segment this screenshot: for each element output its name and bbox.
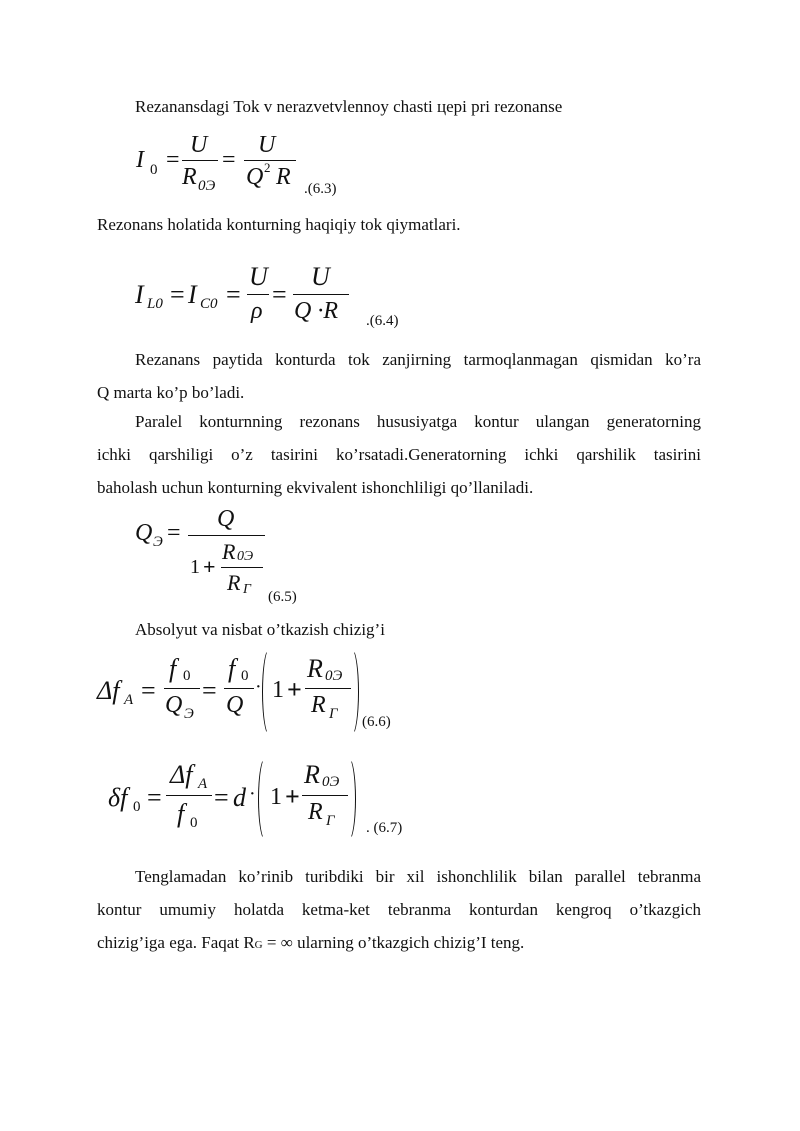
p4-line2: ichki qarshiligi o’z tasirini ko’rsatadi.Generatorning ichki qarshilik tasirini [97,445,701,464]
eq67-lhs-sub: 0 [133,799,141,815]
eq63-den1-sub: 0Э [198,178,216,194]
eq65-tag: (6.5) [268,589,297,605]
p6-line3-sub: G [254,939,263,951]
p6-line3-a: chizig’iga ega. Faqat R [97,933,255,952]
eq67-tag: . (6.7) [366,820,403,836]
eq66-lhs: Δf [97,676,120,705]
eq66-dot: · [255,676,262,698]
eq63-eq1: = [166,147,180,173]
paragraph-resonance-q-times [97,343,701,409]
eq67-bar1 [166,795,212,796]
eq67-num1-sub: A [198,776,208,792]
eq63-bar1 [182,160,218,161]
eq64-eq3: = [272,280,287,309]
eq66-inner-num-sub: 0Э [325,668,343,684]
p3-line2: Q marta ko’p bo’ladi. [97,383,245,402]
eq63-den2-r: R [276,164,291,190]
p4-line3: baholash uchun konturning ekvivalent ishonchliligi qo’llaniladi. [97,478,534,497]
eq63-eq2: = [222,147,236,173]
eq65-inner-den-sub: Г [243,582,251,597]
eq67-plus: + [285,782,300,811]
eq65-plus: + [203,554,216,579]
eq67-den1-sub: 0 [190,815,198,831]
eq64-tag: .(6.4) [366,313,399,329]
p6-line3-b: = ∞ ularning o’tkazgich chizig’I teng. [262,933,525,952]
eq67-inner-num: R [304,760,320,789]
eq65-inner-num: R [222,539,236,564]
paragraph-bandwidth: Absolyut va nisbat o’tkazish chizig’i [135,620,385,639]
eq66-tag: (6.6) [362,714,391,730]
eq66-bar1 [164,688,200,689]
p6-line3 [97,926,701,962]
eq63-lhs: I [136,147,144,173]
eq66-eq1: = [141,676,156,705]
eq67-d: d [233,783,246,812]
p6-line2: kontur umumiy holatda ketma-ket tebranma konturdan kengroq o’tkazgich [97,900,701,919]
eq66-bar2 [224,688,254,689]
eq65-inner-den: R [227,570,241,595]
paragraph-actual-current: Rezonans holatida konturning haqiqiy tok qiymatlari. [97,215,461,234]
eq64-den2: Q ·R [294,298,338,324]
eq67-inner-den: R [308,799,323,825]
eq65-inner-bar [221,567,263,568]
eq64-eq2: = [226,280,241,309]
paragraph-resonance-current: Rezanansdagi Tok v nerazvetvlennoy chasti цepi pri rezonanse [135,97,563,116]
eq67-eq1: = [147,783,162,812]
eq65-inner-num-sub: 0Э [237,549,254,564]
eq66-eq2: = [202,676,217,705]
eq66-num2: f [228,654,236,683]
eq64-lhs2-sub: C0 [200,296,218,312]
p3-line1: Rezanans paytida konturda tok zanjirning tarmoqlanmagan qismidan ko’ra [135,350,701,369]
eq65-lhs-sub: Э [153,534,163,550]
eq67-dot: · [249,783,256,805]
eq64-den1: ρ [251,298,263,324]
eq65-eq: = [167,520,181,546]
eq67-lhs: δf [108,783,128,812]
eq66-inner-den: R [311,692,326,718]
eq66-inner-num: R [307,654,323,683]
eq66-plus: + [287,675,302,704]
eq64-lhs1-sub: L0 [147,296,163,312]
eq66-den2: Q [226,692,244,718]
eq64-eq1: = [170,280,185,309]
eq64-bar1 [247,294,269,295]
eq63-lhs-sub: 0 [150,162,158,178]
eq67-eq2: = [214,783,229,812]
eq63-tag: .(6.3) [304,181,337,197]
eq66-lhs-sub: A [124,692,134,708]
eq66-paren-right [344,648,359,736]
p4-line1: Paralel konturnning rezonans hususiyatga kontur ulangan generatorning [135,412,701,431]
eq63-den2-q: Q [246,164,264,190]
eq66-num1-sub: 0 [183,668,191,684]
eq65-num: Q [217,506,235,532]
eq64-num1: U [249,262,268,291]
eq64-num2: U [311,262,330,291]
eq67-inner-den-sub: Г [326,813,335,829]
p6-line1: Tenglamadan ko’rinib turibdiki bir xil ishonchlilik bilan parallel tebranma [135,867,701,886]
eq63-den2-sup: 2 [264,160,271,175]
eq65-main-bar [188,535,265,536]
paragraph-conclusion [97,860,701,962]
eq66-den1: Q [165,692,183,718]
eq64-lhs1: I [135,280,144,309]
eq64-bar2 [293,294,349,295]
eq65-lhs: Q [135,520,153,546]
eq67-one: 1 [270,784,282,810]
eq66-num1: f [169,654,177,683]
eq67-paren-right [341,757,356,841]
eq66-num2-sub: 0 [241,668,249,684]
eq63-num2: U [258,132,276,158]
eq66-one: 1 [272,677,284,703]
eq66-den1-sub: Э [184,706,194,722]
eq67-inner-num-sub: 0Э [322,774,340,790]
eq63-num1: U [190,132,208,158]
eq66-inner-den-sub: Г [329,706,338,722]
eq67-den1: f [177,799,185,828]
eq65-one: 1 [190,556,200,578]
paragraph-generator-resistance [97,405,701,504]
eq64-lhs2: I [188,280,197,309]
eq63-den1: R [182,164,197,190]
eq67-num1: Δf [170,760,193,789]
